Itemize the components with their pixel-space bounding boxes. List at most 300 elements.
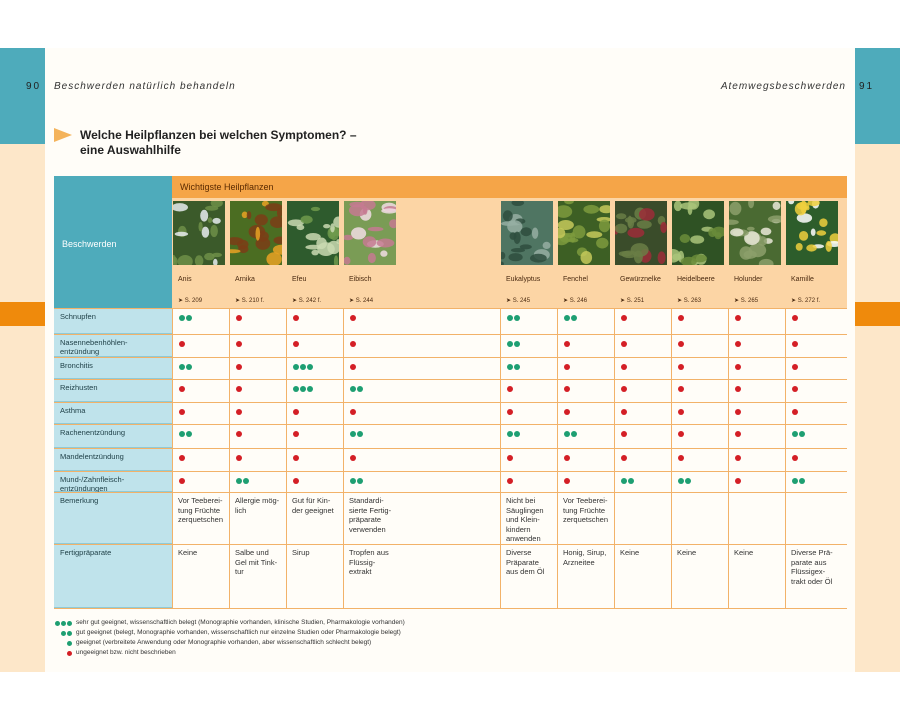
plant-page-reference: ➤ S. 210 f. — [235, 298, 265, 304]
red-dot — [293, 315, 299, 321]
red-dot — [735, 386, 741, 392]
plant-column-arnika — [229, 201, 286, 308]
plant-name: Heidelbeere — [677, 276, 715, 283]
rating-dots — [293, 455, 299, 461]
red-dot — [350, 455, 356, 461]
table-cell — [500, 309, 557, 334]
row-label — [54, 380, 172, 402]
table-row — [54, 471, 847, 492]
rating-dots — [507, 364, 520, 370]
table-cell — [500, 380, 557, 402]
table-cell — [343, 403, 500, 424]
row-label-text: Mandelentzündung — [60, 452, 124, 461]
red-dot — [179, 455, 185, 461]
red-dot — [621, 431, 627, 437]
table-cell — [286, 449, 343, 471]
green-dot — [571, 315, 577, 321]
green-dot — [243, 478, 249, 484]
cell-text: Tropfen aus Flüssig- extrakt — [349, 548, 389, 576]
plant-photo — [786, 201, 838, 265]
red-dot — [236, 431, 242, 437]
rating-dots — [179, 478, 185, 484]
table-cell — [286, 335, 343, 357]
table-cell — [671, 425, 728, 448]
page-title — [80, 128, 480, 158]
rating-dots — [564, 431, 577, 437]
green-dot — [792, 478, 798, 484]
table-cell — [343, 425, 500, 448]
red-dot — [792, 455, 798, 461]
rating-dots — [293, 386, 313, 392]
rating-dots — [621, 431, 627, 437]
table-cell — [557, 309, 614, 334]
table-cell — [557, 449, 614, 471]
green-dot — [514, 431, 520, 437]
red-dot — [735, 341, 741, 347]
cell-text: Allergie mög- lich — [235, 496, 280, 515]
red-dot — [293, 431, 299, 437]
plants-header — [172, 176, 847, 198]
green-dot — [293, 386, 299, 392]
table-cell — [229, 493, 286, 544]
table-cell — [172, 358, 229, 379]
rating-dots — [236, 455, 242, 461]
red-dot — [350, 364, 356, 370]
red-dot — [236, 315, 242, 321]
table-row — [54, 424, 847, 448]
row-label — [54, 403, 172, 424]
green-dot — [514, 315, 520, 321]
plant-photo — [501, 201, 553, 265]
table-cell — [728, 335, 785, 357]
table-row — [54, 308, 847, 334]
rating-dots — [507, 409, 513, 415]
green-dot — [236, 478, 242, 484]
table-cell — [785, 358, 847, 379]
table-cell — [614, 425, 671, 448]
green-dot — [179, 431, 185, 437]
rating-dots — [792, 341, 798, 347]
table-cell — [229, 335, 286, 357]
rating-dots — [236, 431, 242, 437]
row-label — [54, 358, 172, 379]
red-dot — [678, 364, 684, 370]
plant-page-reference: ➤ S. 263 — [677, 298, 702, 304]
row-label-text: Bemerkung — [60, 496, 99, 505]
cell-text: Salbe und Gel mit Tink- tur — [235, 548, 278, 576]
rating-dots — [507, 431, 520, 437]
legend-dots — [67, 641, 72, 646]
table-cell — [286, 493, 343, 544]
table-cell — [785, 309, 847, 334]
red-dot — [621, 409, 627, 415]
cell-text: Honig, Sirup, Arzneitee — [563, 548, 607, 567]
table-cell — [229, 403, 286, 424]
green-dot — [685, 478, 691, 484]
table-cell — [172, 309, 229, 334]
rating-dots — [735, 478, 741, 484]
cell-text: Keine — [677, 548, 697, 557]
red-dot — [621, 364, 627, 370]
table-cell — [614, 358, 671, 379]
table-cell — [343, 309, 500, 334]
red-dot — [293, 455, 299, 461]
row-label-text: Rachenentzündung — [60, 428, 126, 437]
row-label — [54, 545, 172, 608]
plant-name: Kamille — [791, 276, 814, 283]
table-cell — [557, 358, 614, 379]
green-dot — [67, 621, 72, 626]
red-dot — [350, 409, 356, 415]
rating-dots — [179, 315, 192, 321]
red-dot — [350, 341, 356, 347]
row-label-text: Bronchitis — [60, 361, 93, 370]
arrow-icon — [54, 128, 72, 142]
rating-dots — [293, 341, 299, 347]
rating-dots — [564, 455, 570, 461]
red-dot — [792, 341, 798, 347]
green-dot — [186, 431, 192, 437]
green-dot — [293, 364, 299, 370]
table-cell — [500, 545, 557, 608]
table-cell — [343, 472, 500, 492]
plant-page-reference: ➤ S. 209 — [178, 298, 203, 304]
rating-dots — [564, 315, 577, 321]
table-cell — [671, 545, 728, 608]
green-dot — [55, 621, 60, 626]
red-dot — [507, 455, 513, 461]
rating-dots — [735, 431, 741, 437]
rating-dots — [350, 478, 363, 484]
green-dot — [67, 641, 72, 646]
red-dot — [678, 431, 684, 437]
rating-dots — [236, 409, 242, 415]
table-cell — [286, 472, 343, 492]
green-dot — [357, 478, 363, 484]
red-dot — [236, 341, 242, 347]
table-cell — [671, 449, 728, 471]
table-cell — [728, 403, 785, 424]
green-dot — [350, 386, 356, 392]
green-dot — [350, 478, 356, 484]
table-cell — [229, 545, 286, 608]
table-cell — [500, 358, 557, 379]
table-row — [54, 379, 847, 402]
red-dot — [735, 315, 741, 321]
legend-text: gut geeignet (belegt, Monographie vorhanden, wissenschaftlich nur einzelne Studien oder Pharmakologie belegt) — [76, 629, 401, 636]
rating-dots — [179, 431, 192, 437]
red-dot — [621, 315, 627, 321]
right-section-marker — [855, 302, 900, 326]
table-cell — [785, 425, 847, 448]
cell-text: Diverse Prä- parate aus Flüssigex- trakt oder Öl — [791, 548, 833, 586]
rating-dots — [792, 315, 798, 321]
cell-text: Keine — [178, 548, 198, 557]
table-cell — [557, 545, 614, 608]
plant-name: Arnika — [235, 276, 255, 283]
rating-dots — [293, 364, 313, 370]
rating-dots — [507, 341, 520, 347]
table-cell — [286, 380, 343, 402]
rating-dots — [350, 341, 356, 347]
plant-page-reference: ➤ S. 242 f. — [292, 298, 322, 304]
plant-photo — [558, 201, 610, 265]
table-cell — [614, 493, 671, 544]
table-cell — [614, 380, 671, 402]
green-dot — [571, 431, 577, 437]
table-cell — [286, 309, 343, 334]
rating-dots — [564, 341, 570, 347]
right-page-number: 91 — [859, 81, 875, 92]
rating-dots — [179, 386, 185, 392]
rating-dots — [792, 455, 798, 461]
table-cell — [728, 309, 785, 334]
table-cell — [286, 403, 343, 424]
red-dot — [507, 386, 513, 392]
green-dot — [67, 631, 72, 636]
row-label — [54, 309, 172, 334]
table-cell — [557, 380, 614, 402]
red-dot — [507, 409, 513, 415]
legend-dots — [55, 621, 72, 626]
red-dot — [621, 455, 627, 461]
table-cell — [172, 449, 229, 471]
rating-dots — [507, 315, 520, 321]
green-dot — [61, 631, 66, 636]
table-cell — [172, 493, 229, 544]
plant-symptom-table — [54, 176, 847, 609]
table-cell — [728, 472, 785, 492]
plant-name: Efeu — [292, 276, 307, 283]
cell-text: Keine — [734, 548, 754, 557]
red-dot — [236, 409, 242, 415]
plant-column-kamille — [785, 201, 847, 308]
green-dot — [628, 478, 634, 484]
table-cell — [172, 335, 229, 357]
plant-photo — [173, 201, 225, 265]
green-dot — [357, 431, 363, 437]
table-cell — [229, 380, 286, 402]
table-cell — [557, 493, 614, 544]
plant-name: Eukalyptus — [506, 276, 541, 283]
page-title-line: eine Auswahlhilfe — [80, 143, 181, 157]
rating-dots — [507, 386, 513, 392]
red-dot — [350, 315, 356, 321]
table-cell — [343, 493, 500, 544]
rating-dots — [735, 455, 741, 461]
plant-column-gewürznelke — [614, 201, 671, 308]
rating-dots — [179, 364, 192, 370]
right-margin-band — [855, 144, 900, 672]
right-chapter-tab — [855, 48, 900, 144]
green-dot — [179, 315, 185, 321]
table-row — [54, 357, 847, 379]
rating-dots — [507, 455, 513, 461]
plant-name: Anis — [178, 276, 192, 283]
red-dot — [236, 455, 242, 461]
rating-dots — [179, 409, 185, 415]
rating-dots — [350, 364, 356, 370]
red-dot — [179, 386, 185, 392]
table-cell — [557, 335, 614, 357]
table-cell — [286, 545, 343, 608]
rating-dots — [350, 409, 356, 415]
green-dot — [300, 364, 306, 370]
green-dot — [350, 431, 356, 437]
table-cell — [728, 380, 785, 402]
table-cell — [286, 425, 343, 448]
table-cell — [172, 403, 229, 424]
red-dot — [179, 478, 185, 484]
red-dot — [735, 409, 741, 415]
left-margin-band — [0, 144, 45, 672]
table-cell — [728, 449, 785, 471]
table-cell — [614, 472, 671, 492]
cell-text: Standardi- sierte Fertig- präparate verwenden — [349, 496, 392, 534]
table-cell — [172, 380, 229, 402]
green-dot — [507, 341, 513, 347]
row-label — [54, 472, 172, 492]
rating-dots — [792, 431, 805, 437]
rating-dots — [678, 386, 684, 392]
right-running-head: Atemwegsbeschwerden — [720, 81, 846, 92]
table-cell — [785, 545, 847, 608]
table-cell — [500, 472, 557, 492]
table-cell — [785, 472, 847, 492]
green-dot — [61, 621, 66, 626]
green-dot — [307, 386, 313, 392]
plant-photo — [287, 201, 339, 265]
green-dot — [564, 315, 570, 321]
table-cell — [172, 472, 229, 492]
rating-dots — [564, 478, 570, 484]
red-dot — [564, 455, 570, 461]
cell-text: Nicht bei Säuglingen und Klein- kindern anwenden — [506, 496, 544, 543]
rating-dots — [179, 341, 185, 347]
table-cell — [229, 472, 286, 492]
green-dot — [507, 364, 513, 370]
plant-column-eibisch — [343, 201, 500, 308]
table-cell — [172, 545, 229, 608]
row-label-text: Schnupfen — [60, 312, 96, 321]
table-cell — [500, 449, 557, 471]
green-dot — [507, 431, 513, 437]
rating-dots — [350, 455, 356, 461]
red-dot — [564, 478, 570, 484]
cell-text: Vor Teeberei- tung Früchte zerquetschen — [563, 496, 609, 524]
green-dot — [179, 364, 185, 370]
table-cell — [671, 309, 728, 334]
row-label-text: Asthma — [60, 406, 86, 415]
legend-dots — [67, 651, 72, 656]
legend-text: geeignet (verbreitete Anwendung oder Monographie vorhanden, aber wissenschaftlich schlecht belegt) — [76, 639, 372, 646]
rating-dots — [621, 409, 627, 415]
table-cell — [343, 358, 500, 379]
red-dot — [678, 341, 684, 347]
rating-dots — [293, 478, 299, 484]
plant-column-fenchel — [557, 201, 614, 308]
cell-text: Sirup — [292, 548, 310, 557]
green-dot — [514, 341, 520, 347]
rating-dots — [621, 364, 627, 370]
table-cell — [671, 380, 728, 402]
red-dot — [621, 386, 627, 392]
plant-name: Holunder — [734, 276, 763, 283]
plant-column-efeu — [286, 201, 343, 308]
rating-dots — [735, 315, 741, 321]
green-dot — [792, 431, 798, 437]
rating-dots — [792, 478, 805, 484]
legend-dots — [61, 631, 72, 636]
row-label — [54, 335, 172, 357]
table-cell — [671, 358, 728, 379]
red-dot — [179, 409, 185, 415]
table-cell — [614, 449, 671, 471]
rating-dots — [678, 364, 684, 370]
rating-dots — [564, 409, 570, 415]
rating-dots — [735, 386, 741, 392]
red-dot — [236, 364, 242, 370]
red-dot — [621, 341, 627, 347]
rating-dots — [735, 409, 741, 415]
red-dot — [293, 409, 299, 415]
table-cell — [614, 545, 671, 608]
table-row — [54, 448, 847, 471]
red-dot — [678, 386, 684, 392]
rating-dots — [735, 341, 741, 347]
green-dot — [678, 478, 684, 484]
rating-dots — [792, 409, 798, 415]
plants-header-label: Wichtigste Heilpflanzen — [180, 182, 274, 192]
table-cell — [500, 335, 557, 357]
rating-dots — [792, 364, 798, 370]
rating-dots — [507, 478, 513, 484]
table-cell — [343, 545, 500, 608]
rating-dots — [621, 315, 627, 321]
red-dot — [735, 431, 741, 437]
green-dot — [799, 431, 805, 437]
red-dot — [564, 409, 570, 415]
plant-photo — [729, 201, 781, 265]
red-dot — [564, 341, 570, 347]
table-cell — [785, 403, 847, 424]
cell-text: Gut für Kin- der geeignet — [292, 496, 334, 515]
table-cell — [500, 425, 557, 448]
cell-text: Diverse Präparate aus dem Öl — [506, 548, 545, 576]
red-dot — [735, 364, 741, 370]
left-chapter-tab — [0, 48, 45, 144]
plant-page-reference: ➤ S. 244 — [349, 298, 374, 304]
table-cell — [728, 493, 785, 544]
rating-dots — [621, 478, 634, 484]
table-cell — [557, 425, 614, 448]
table-cell — [785, 380, 847, 402]
rating-dots — [792, 386, 798, 392]
plant-page-reference: ➤ S. 245 — [506, 298, 531, 304]
table-cell — [614, 403, 671, 424]
complaints-header-label: Beschwerden — [62, 239, 117, 249]
rating-dots — [678, 341, 684, 347]
table-cell — [728, 358, 785, 379]
rating-dots — [179, 455, 185, 461]
red-dot — [735, 455, 741, 461]
rating-dots — [293, 315, 299, 321]
table-cell — [614, 309, 671, 334]
green-dot — [799, 478, 805, 484]
green-dot — [564, 431, 570, 437]
plant-photo — [344, 201, 396, 265]
table-cell — [671, 472, 728, 492]
